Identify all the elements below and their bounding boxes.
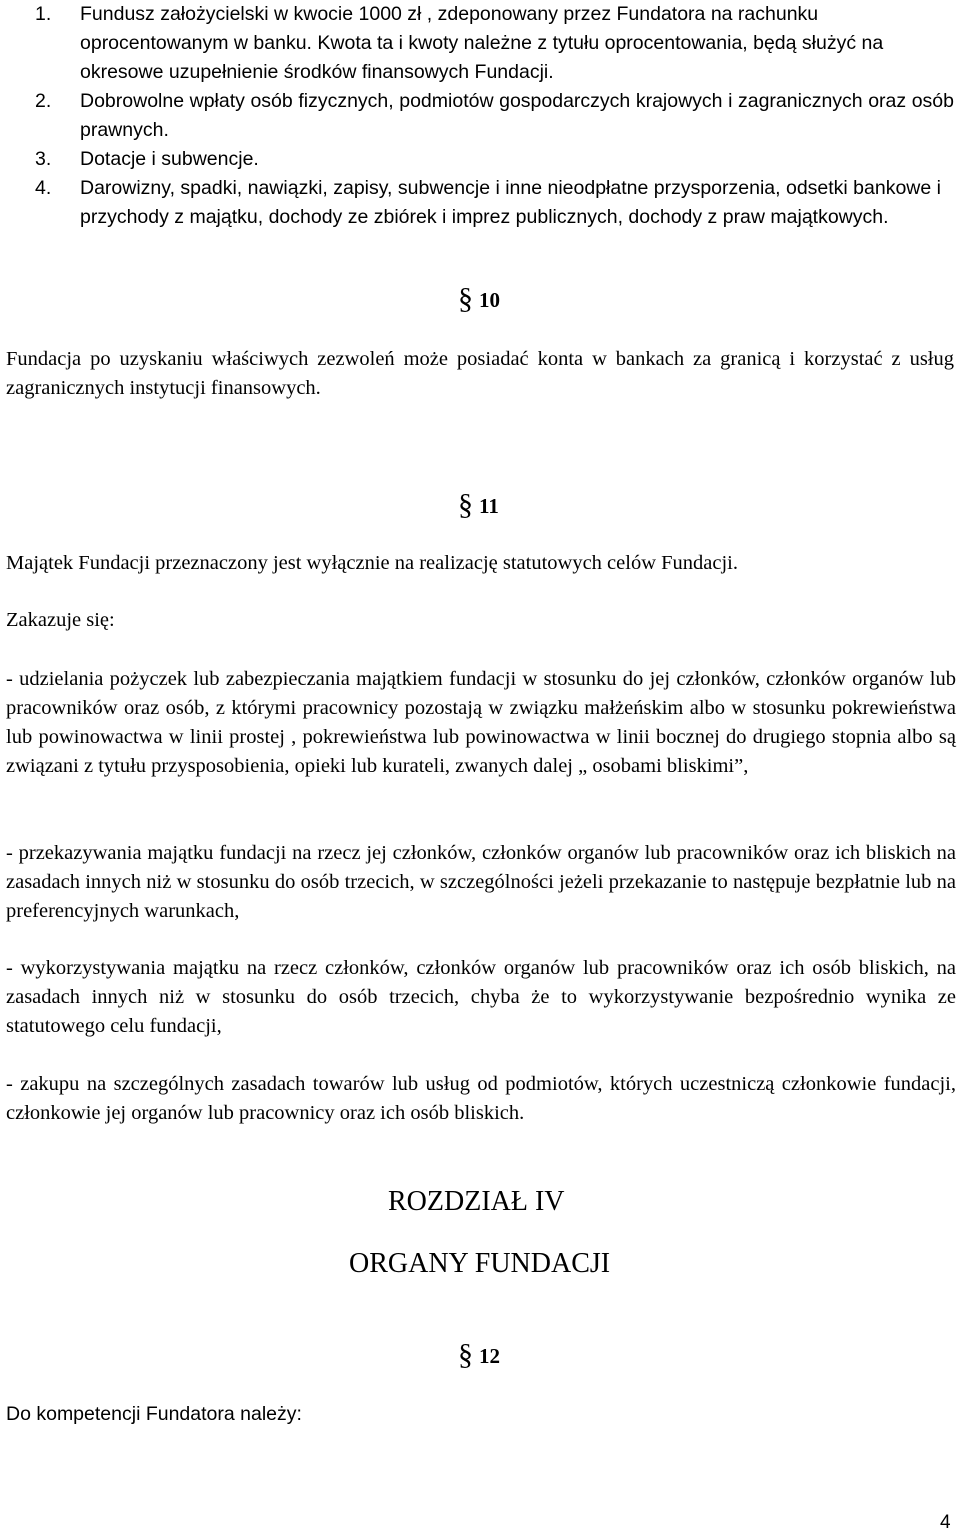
list-item (0, 87, 960, 145)
section-number: 12 (479, 1344, 500, 1368)
paragraph-symbol: § (458, 488, 473, 521)
prohibited-item: - wykorzystywania majątku na rzecz członków, członków organów lub pracowników oraz ich osób bliskich, na zasadach innych niż w stosunku do osób trzecich, chyba że to wykorzystywanie bezpośrednio wynika ze statutowego celu fundacji, (6, 957, 956, 1037)
paragraph-symbol: § (458, 282, 473, 315)
list-item-number: 4. (35, 177, 52, 199)
list-item-text: Fundusz założycielski w kwocie 1000 zł , zdeponowany przez Fundatora na rachunku oprocentowanym w banku. Kwota ta i kwoty należne z tytułu oprocentowania, będą służyć na okresowe uzupełnienie środków finansowych Fundacji. (80, 3, 884, 83)
prohibited-item: - zakupu na szczególnych zasadach towarów lub usług od podmiotów, których uczestniczą członkowie fundacji, członkowie jej organów lub pracownicy oraz ich osób bliskich. (6, 1073, 956, 1124)
list-item-text: Darowizny, spadki, nawiązki, zapisy, subwencje i inne nieodpłatne przysporzenia, odsetki bankowe i przychody z majątku, dochody ze zbiórek i imprez publicznych, dochody z praw majątkowych. (80, 177, 941, 228)
prohibited-label: Zakazuje się: (6, 609, 115, 631)
section-10-heading (458, 282, 500, 316)
section-number: 11 (479, 494, 499, 518)
section-11-heading (458, 488, 499, 522)
chapter-subtitle: ORGANY FUNDACJI (349, 1248, 611, 1279)
list-item (0, 0, 960, 87)
prohibited-item: - przekazywania majątku fundacji na rzecz jej członków, członków organów lub pracowników oraz ich bliskich na zasadach innych niż w stosunku do osób trzecich, w szczególności jeżeli przekazanie to następuje bezpłatnie lub na preferencyjnych warunkach, (6, 842, 956, 922)
list-item-text: Dobrowolne wpłaty osób fizycznych, podmiotów gospodarczych krajowych i zagranicznych oraz osób prawnych. (80, 90, 954, 141)
funding-sources-list (0, 0, 960, 232)
list-item-number: 1. (35, 3, 52, 25)
section-number: 10 (479, 288, 500, 312)
list-item-text: Dotacje i subwencje. (80, 148, 259, 170)
list-item (0, 145, 960, 174)
page-number: 4 (940, 1512, 951, 1533)
paragraph-symbol: § (458, 1338, 473, 1371)
chapter-title: ROZDZIAŁ IV (388, 1186, 565, 1217)
section-10-text: Fundacja po uzyskaniu właściwych zezwoleń może posiadać konta w bankach za granicą i korzystać z usług zagranicznych instytucji finansowych. (6, 348, 954, 399)
list-item (0, 174, 960, 232)
prohibited-item: - udzielania pożyczek lub zabezpieczania majątkiem fundacji w stosunku do jej członków, członków organów lub pracowników oraz osób, z którymi pracownicy pozostają w związku małżeńskim albo w stosunku pokrewieństwa lub powinowactwa w linii prostej , pokrewieństwa lub powinowactwa w linii bocznej do drugiego stopnia albo są związani z tytułu przysposobienia, opieki lub kurateli, zwanych dalej „ osobami bliskimi”, (6, 668, 956, 777)
list-item-number: 2. (35, 90, 52, 112)
list-item-number: 3. (35, 148, 52, 170)
section-12-text: Do kompetencji Fundatora należy: (6, 1403, 302, 1425)
section-12-heading (458, 1338, 500, 1372)
section-11-intro: Majątek Fundacji przeznaczony jest wyłącznie na realizację statutowych celów Fundacji. (6, 552, 738, 574)
